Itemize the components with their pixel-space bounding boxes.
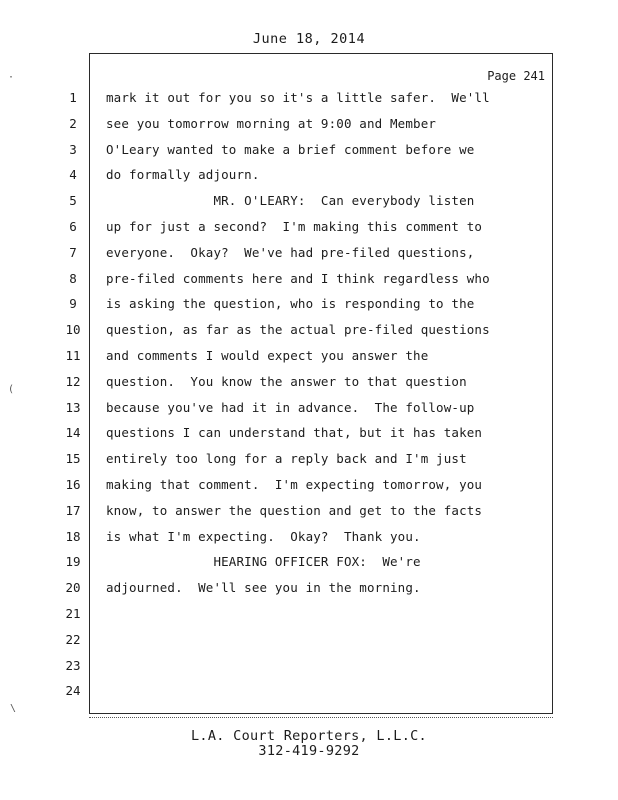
margin-tick: ( [8, 384, 15, 395]
line-text: see you tomorrow morning at 9:00 and Member [106, 115, 437, 131]
line-text: everyone. Okay? We've had pre-filed questions, [106, 244, 475, 260]
line-text: is what I'm expecting. Okay? Thank you. [106, 528, 421, 544]
line-text: know, to answer the question and get to the facts [106, 502, 483, 518]
line-text: and comments I would expect you answer the [106, 348, 429, 363]
line-text: mark it out for you so it's a little safer. We'll [106, 90, 490, 105]
line-number: 18 [65, 528, 81, 544]
line-number: 17 [65, 502, 81, 518]
line-number: 12 [65, 373, 81, 389]
line-text: because you've had it in advance. The follow-up [106, 399, 475, 415]
line-number: 1 [69, 90, 77, 105]
margin-tick: \ [10, 703, 17, 714]
footer-company: L.A. Court Reporters, L.L.C. [191, 728, 427, 744]
line-text: question. You know the answer to that question [106, 373, 467, 389]
line-text: up for just a second? I'm making this comment to [106, 219, 483, 234]
line-text: pre-filed comments here and I think regardless who [106, 270, 490, 286]
line-text: MR. O'LEARY: Can everybody listen [106, 193, 475, 209]
line-number: 13 [65, 399, 81, 415]
line-number: 24 [65, 683, 81, 699]
margin-tick: · [8, 72, 15, 83]
line-number: 7 [69, 244, 77, 260]
line-number: 6 [69, 219, 77, 234]
line-number: 5 [69, 193, 77, 209]
line-number: 10 [65, 322, 81, 338]
line-number: 4 [69, 167, 77, 183]
line-text: is asking the question, who is responding to the [106, 296, 475, 312]
line-number: 11 [65, 348, 81, 363]
line-text: question, as far as the actual pre-filed questions [106, 322, 490, 338]
line-text: questions I can understand that, but it has taken [106, 425, 483, 441]
line-number: 9 [69, 296, 77, 312]
line-number: 19 [65, 554, 81, 570]
line-number: 15 [65, 451, 81, 467]
line-number: 14 [65, 425, 81, 441]
line-number: 22 [65, 631, 81, 647]
line-text: HEARING OFFICER FOX: We're [106, 554, 421, 570]
line-text: do formally adjourn. [106, 167, 260, 183]
line-text: making that comment. I'm expecting tomorrow, you [106, 477, 483, 492]
header-date: June 18, 2014 [252, 31, 366, 47]
page-number: Page 241 [487, 69, 545, 83]
line-text: O'Leary wanted to make a brief comment before we [106, 141, 475, 157]
line-text: entirely too long for a reply back and I'm just [106, 451, 467, 467]
line-number: 2 [69, 115, 77, 131]
line-number: 21 [65, 606, 81, 621]
line-text: adjourned. We'll see you in the morning. [106, 580, 421, 596]
line-number: 3 [69, 141, 77, 157]
footer-phone: 312-419-9292 [258, 743, 360, 759]
line-number: 8 [69, 270, 77, 286]
line-number: 20 [65, 580, 81, 596]
line-number: 23 [65, 657, 81, 673]
bottom-rule [89, 717, 553, 718]
line-number: 16 [65, 477, 81, 492]
